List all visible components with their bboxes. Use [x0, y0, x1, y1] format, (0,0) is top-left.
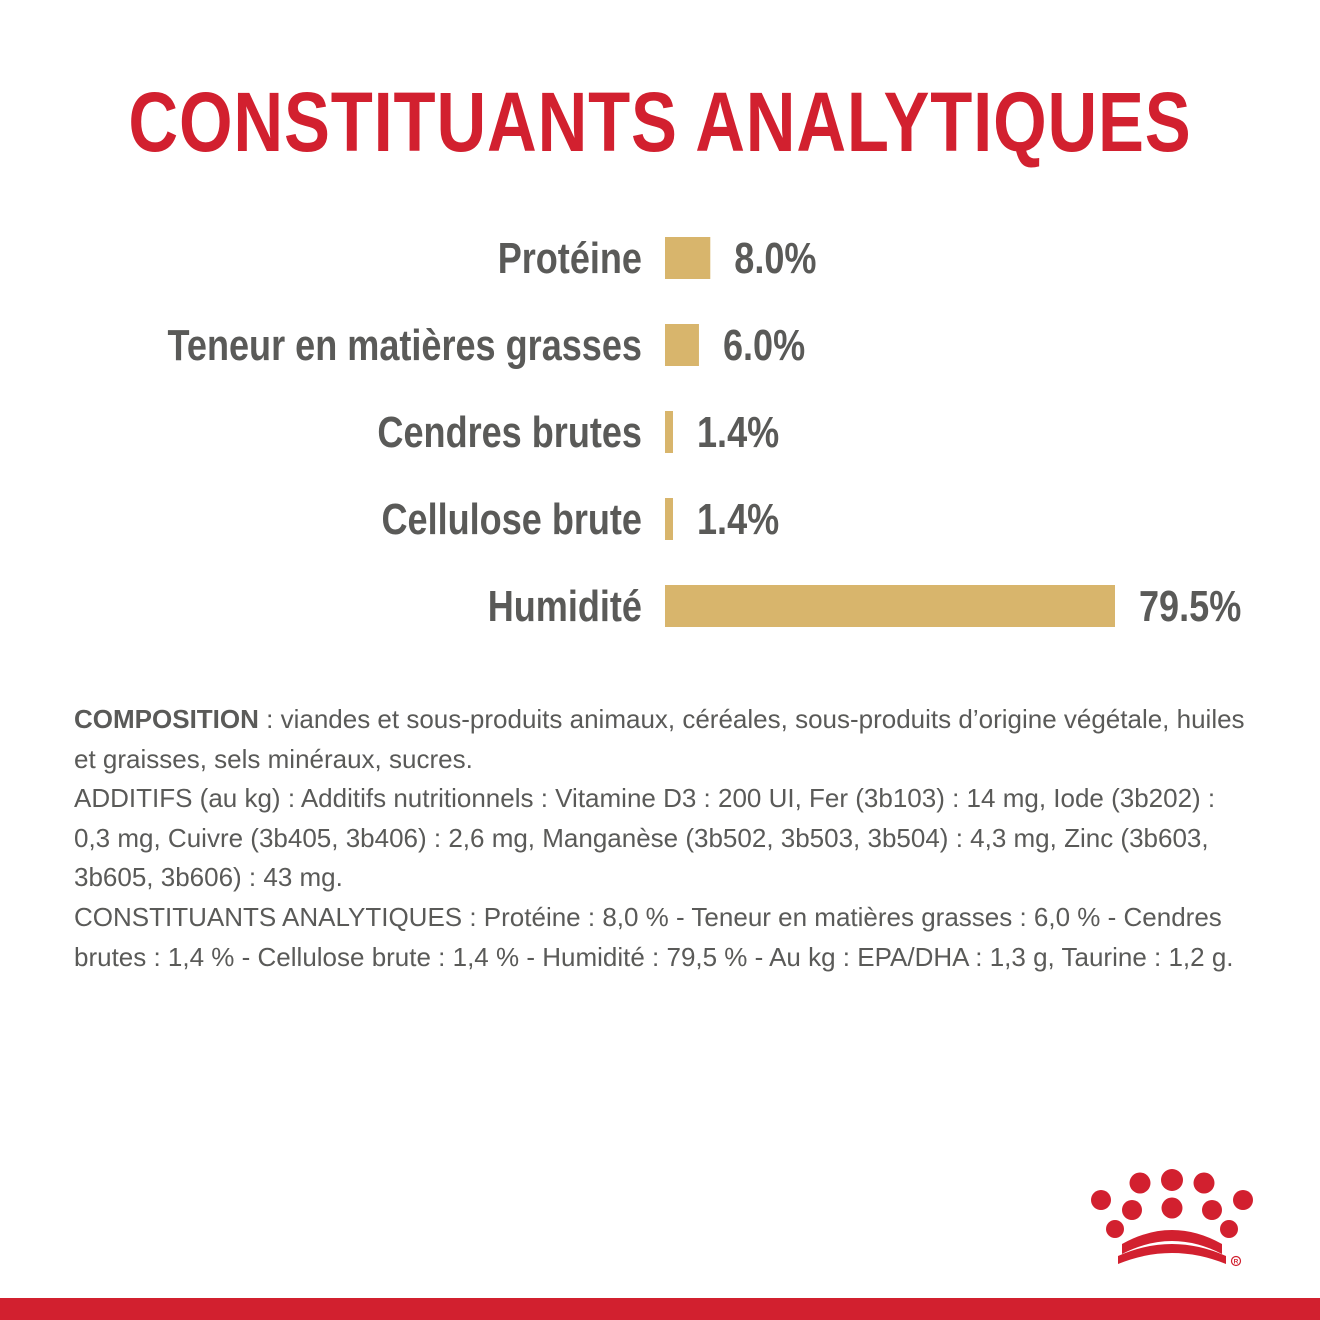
value-label: 79.5% — [1139, 581, 1242, 631]
constituants-paragraph: CONSTITUANTS ANALYTIQUES : Protéine : 8,0 % - Teneur en matières grasses : 6,0 % - Cendres brutes : 1,4 % - Cellulose brute : 1,4 % - Humidité : 79,5 % - Au kg : EPA/DHA : 1,3 g, Taurine : 1,2 g. — [74, 901, 1234, 972]
category-label: Cellulose brute — [381, 494, 642, 544]
composition-label: COMPOSITION — [74, 704, 259, 734]
value-label: 1.4% — [697, 407, 780, 457]
bar — [665, 237, 710, 279]
value-label: 8.0% — [734, 233, 817, 283]
crown-logo-icon — [1082, 1166, 1262, 1272]
category-label: Humidité — [487, 581, 642, 631]
category-label: Protéine — [497, 233, 642, 283]
bar — [665, 585, 1115, 627]
bar — [665, 498, 673, 540]
bottom-brand-bar — [0, 1298, 1320, 1320]
composition-text-block — [74, 700, 1254, 977]
composition-text: : viandes et sous-produits animaux, céréales, sous-produits d’origine végétale, huiles et graisses, sels minéraux, sucres. — [74, 704, 1245, 774]
bar — [665, 411, 673, 453]
category-label: Cendres brutes — [377, 407, 642, 457]
page-title: CONSTITUANTS ANALYTIQUES — [128, 75, 1192, 169]
value-label: 1.4% — [697, 494, 780, 544]
additifs-paragraph: ADDITIFS (au kg) : Additifs nutritionnels : Vitamine D3 : 200 UI, Fer (3b103) : 14 mg, Iode (3b202) : 0,3 mg, Cuivre (3b405, 3b406) : 2,6 mg, Manganèse (3b502, 3b503, 3b504) : 4,3 mg, Zinc (3b603, 3b605, 3b606) : 43 mg. — [74, 783, 1216, 893]
composition-paragraph — [74, 700, 1254, 779]
category-label: Teneur en matières grasses — [167, 320, 642, 370]
svg-text:R: R — [1233, 1258, 1239, 1266]
value-label: 6.0% — [722, 320, 806, 370]
bar — [665, 324, 699, 366]
